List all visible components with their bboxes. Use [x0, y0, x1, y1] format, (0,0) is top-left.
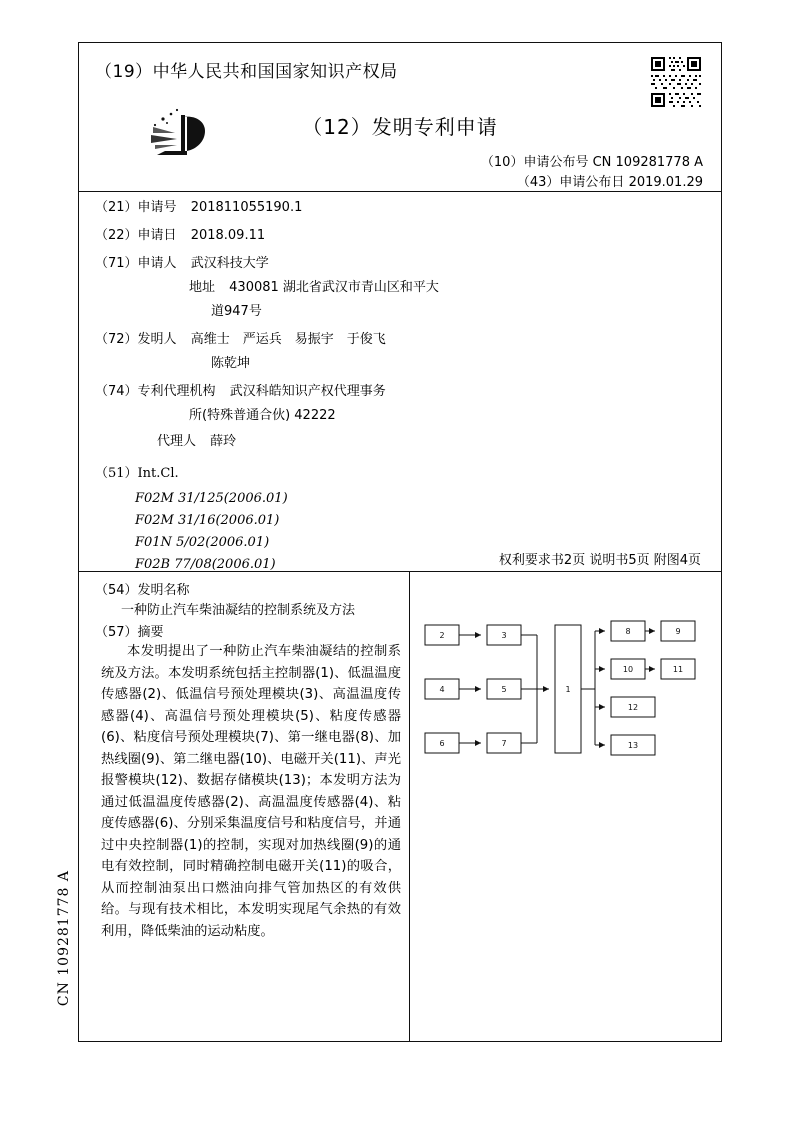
qr-code-icon [649, 55, 703, 109]
invention-title-code: （54）发明名称 [95, 583, 190, 598]
side-publication-id: CN 109281778 A [56, 870, 72, 1007]
block-label: 9 [675, 627, 681, 636]
field-code: （21）申请号 [95, 200, 177, 215]
abstract-section-divider [79, 571, 721, 572]
document-kind-title: （12）发明专利申请 [302, 115, 498, 139]
publication-date-value: 2019.01.29 [628, 175, 703, 190]
field-value: 2018.09.11 [190, 228, 266, 243]
field-value: 道947号 [211, 304, 262, 319]
block-label: 8 [625, 627, 631, 636]
field-value: 武汉科皓知识产权代理事务 [229, 384, 386, 399]
publication-number-label: （10）申请公布号 [480, 155, 589, 170]
block-label: 4 [439, 685, 445, 694]
ipc-item: F02M 31/125(2006.01) [135, 491, 288, 506]
field-inventors [79, 330, 721, 350]
field-value: 所(特殊普通合伙) 42222 [189, 408, 336, 423]
block-label: 3 [501, 631, 507, 640]
field-application-date [79, 226, 721, 246]
abstract-figure [415, 603, 705, 793]
publication-number-line [481, 151, 703, 170]
block-label: 7 [501, 739, 507, 748]
document-frame [78, 42, 722, 1042]
field-code: （71）申请人 [95, 256, 177, 271]
header-divider [79, 191, 721, 192]
block-label: 13 [627, 741, 639, 750]
abstract-text: 本发明提出了一种防止汽车柴油凝结的控制系统及方法。本发明系统包括主控制器(1)、低温温度传感器(2)、低温信号预处理模块(3)、高温温度传感器(4)、高温信号预处理模块(5)、粘度传感器(6)、粘度信号预处理模块(7)、第一继电器(8)、加热线圈(9)、第二继电器(10)、电磁开关(11)、声光报警模块(12)、数据存储模块(13)；本发明方法为通过低温温度传感器(2)、高温温度传感器(4)、粘度传感器(6)、分别采集温度信号和粘度信号，并通过中央控制器(1)的控制，实现对加热线圈(9)的通电有效控制，同时精确控制电磁开关(11)的吸合，从而控制油泵出口燃油向排气管加热区的有效供给。与现有技术相比，本发明实现尾气余热的有效利用，降低柴油的运动粘度。 [101, 644, 401, 939]
field-value: 高维士 严运兵 易振宇 于俊飞 [190, 332, 386, 347]
field-value: 薛玲 [210, 434, 237, 449]
issuing-office: （19）中华人民共和国国家知识产权局 [95, 62, 398, 82]
publication-number-value: CN 109281778 A [592, 155, 703, 170]
field-ipc [79, 464, 721, 484]
field-agency-cont [79, 406, 721, 426]
field-value: 武汉科技大学 [190, 256, 269, 271]
field-agency [79, 382, 721, 402]
field-applicant [79, 254, 721, 274]
field-value: 201811055190.1 [190, 200, 303, 215]
abstract-code: （57）摘要 [95, 625, 164, 640]
field-agent [79, 432, 721, 452]
block-diagram-svg [415, 603, 705, 793]
field-code: （74）专利代理机构 [95, 384, 216, 399]
document-page-counts: 权利要求书2页 说明书5页 附图4页 [498, 553, 701, 568]
block-label: 1 [565, 685, 571, 694]
field-code: （22）申请日 [95, 228, 177, 243]
field-address-cont [79, 302, 721, 322]
field-code: 地址 [189, 280, 216, 295]
field-code: 代理人 [157, 434, 197, 449]
ipc-item: F02B 77/08(2006.01) [135, 557, 276, 572]
cnipa-logo [143, 105, 225, 167]
field-application-number [79, 198, 721, 218]
block-label: 12 [627, 703, 639, 712]
field-value: 430081 湖北省武汉市青山区和平大 [229, 280, 439, 295]
block-label: 2 [439, 631, 445, 640]
publication-date-label: （43）申请公布日 [516, 175, 625, 190]
abstract-figure-divider [409, 571, 410, 1042]
field-inventors-cont [79, 354, 721, 374]
publication-date-line [517, 171, 703, 190]
ipc-item: F01N 5/02(2006.01) [135, 535, 270, 550]
block-label: 11 [672, 665, 684, 674]
block-label: 5 [501, 685, 507, 694]
field-address [79, 278, 721, 298]
bibliographic-data [79, 198, 721, 576]
ipc-item: F02M 31/16(2006.01) [135, 513, 280, 528]
block-label: 10 [622, 665, 634, 674]
field-code: （72）发明人 [95, 332, 177, 347]
ipc-code-label: （51）Int.Cl. [95, 466, 179, 481]
field-value: 陈乾坤 [211, 356, 251, 371]
invention-title: 一种防止汽车柴油凝结的控制系统及方法 [121, 603, 356, 618]
block-label: 6 [439, 739, 445, 748]
